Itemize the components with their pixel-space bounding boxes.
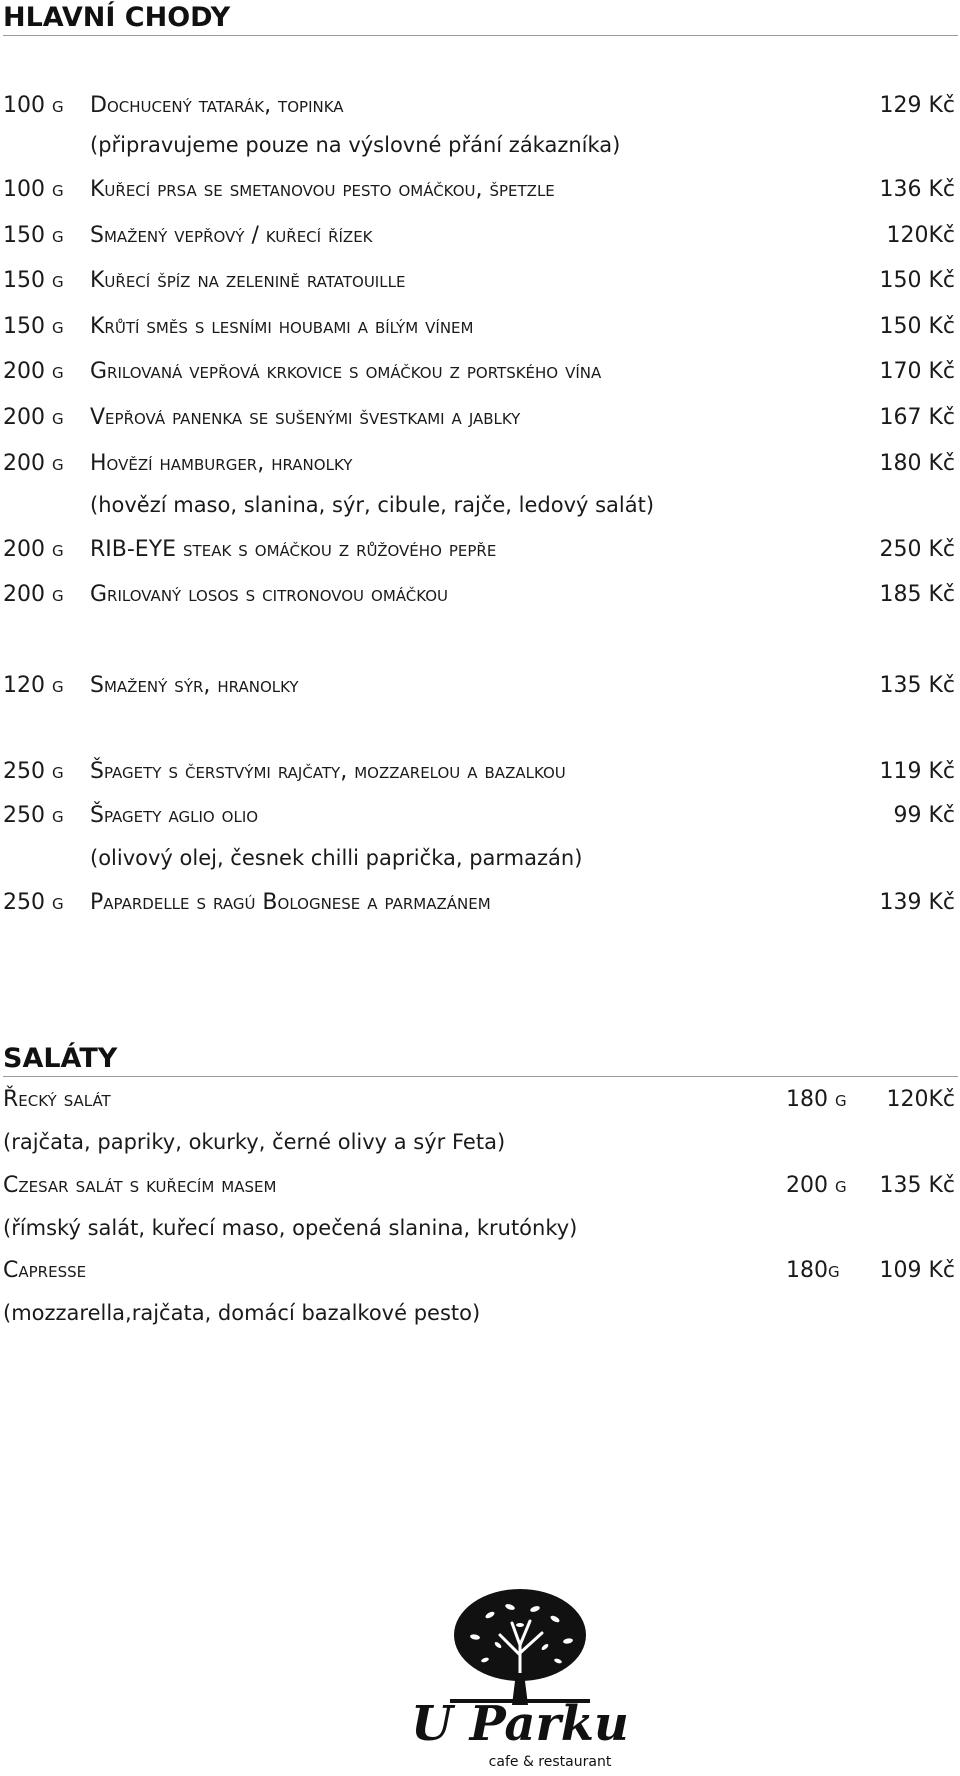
item-price: 185 Kč [879,582,955,607]
item-name: Kuřecí prsa se smetanovou pesto omáčkou, špetzle [90,177,555,202]
main-section-title: HLAVNÍ CHODY [3,2,958,36]
item-weight: 200 g [786,1173,847,1198]
item-note: (připravujeme pouze na výslovné přání zákazníka) [90,133,621,157]
item-price: 135 Kč [879,673,955,698]
item-name: Czesar salát s kuřecím masem [3,1173,277,1198]
menu-item-ribeye [3,532,955,568]
menu-item-kruti-smes [3,309,955,345]
salad-item-recky [3,1082,955,1118]
item-weight: 180g [786,1258,840,1283]
item-weight: 200 g [3,582,64,607]
item-price: 136 Kč [879,177,955,202]
menu-item-syr [3,668,955,704]
item-weight: 200 g [3,405,64,430]
item-weight: 250 g [3,890,64,915]
item-weight: 200 g [3,451,64,476]
item-name: Hovězí hamburger, hranolky [90,451,353,476]
menu-item-spagety-rajcata [3,754,955,790]
menu-item-losos [3,577,955,613]
item-name: Smažený vepřový / kuřecí řízek [90,223,373,248]
item-price: 120Kč [886,223,955,248]
salad-item-capresse [3,1253,955,1289]
menu-item-tatarak [3,88,955,124]
item-weight: 180 g [786,1087,847,1112]
item-price: 170 Kč [879,359,955,384]
item-name: Špagety s čerstvými rajčaty, mozzarelou a bazalkou [90,759,566,784]
item-price: 119 Kč [879,759,955,784]
item-name: Papardelle s ragú Bolognese a parmazánem [90,890,491,915]
item-price: 167 Kč [879,405,955,430]
item-weight: 200 g [3,359,64,384]
salad-item-czesar [3,1168,955,1204]
item-note: (hovězí maso, slanina, sýr, cibule, rajče, ledový salát) [90,493,655,517]
item-name: RIB-EYE steak s omáčkou z růžového pepře [90,537,497,562]
item-name: Capresse [3,1258,87,1283]
item-price: 139 Kč [879,890,955,915]
item-note: (mozzarella,rajčata, domácí bazalkové pesto) [3,1301,481,1325]
tree-icon [390,1585,650,1705]
item-note: (olivový olej, česnek chilli paprička, parmazán) [90,846,583,870]
item-weight: 250 g [3,803,64,828]
item-price: 99 Kč [893,803,955,828]
menu-item-hamburger [3,446,955,482]
item-price: 120Kč [886,1087,955,1112]
item-price: 180 Kč [879,451,955,476]
item-name: Špagety aglio olio [90,803,259,828]
item-name: Krůtí směs s lesními houbami a bílým vínem [90,314,474,339]
item-name: Grilovaný losos s citronovou omáčkou [90,582,449,607]
item-price: 109 Kč [879,1258,955,1283]
item-price: 150 Kč [879,314,955,339]
menu-item-spiz [3,263,955,299]
item-note: (římský salát, kuřecí maso, opečená slanina, krutónky) [3,1216,578,1240]
item-name: Řecký salát [3,1087,111,1112]
item-price: 250 Kč [879,537,955,562]
item-name: Grilovaná vepřová krkovice s omáčkou z portského vína [90,359,602,384]
item-name: Vepřová panenka se sušenými švestkami a jablky [90,405,521,430]
item-note: (rajčata, papriky, okurky, černé olivy a sýr Feta) [3,1130,506,1154]
item-weight: 150 g [3,223,64,248]
item-weight: 250 g [3,759,64,784]
menu-item-rizek [3,218,955,254]
menu-item-kureci-prsa [3,172,955,208]
item-price: 129 Kč [879,93,955,118]
item-weight: 150 g [3,314,64,339]
item-weight: 100 g [3,177,64,202]
item-weight: 120 g [3,673,64,698]
item-weight: 150 g [3,268,64,293]
restaurant-logo [390,1585,650,1775]
menu-item-papardelle [3,885,955,921]
menu-item-krkovice [3,354,955,390]
item-name: Dochucený tatarák, topinka [90,93,344,118]
item-weight: 100 g [3,93,64,118]
salad-section-title: SALÁTY [3,1043,958,1077]
item-weight: 200 g [3,537,64,562]
menu-item-aglio-olio [3,798,955,834]
logo-tagline: cafe & restaurant [488,1754,612,1770]
menu-item-panenka [3,400,955,436]
logo-name: U Parku [411,1696,629,1752]
item-price: 135 Kč [879,1173,955,1198]
item-name: Smažený sýr, hranolky [90,673,299,698]
item-price: 150 Kč [879,268,955,293]
item-name: Kuřecí špíz na zelenině ratatouille [90,268,406,293]
